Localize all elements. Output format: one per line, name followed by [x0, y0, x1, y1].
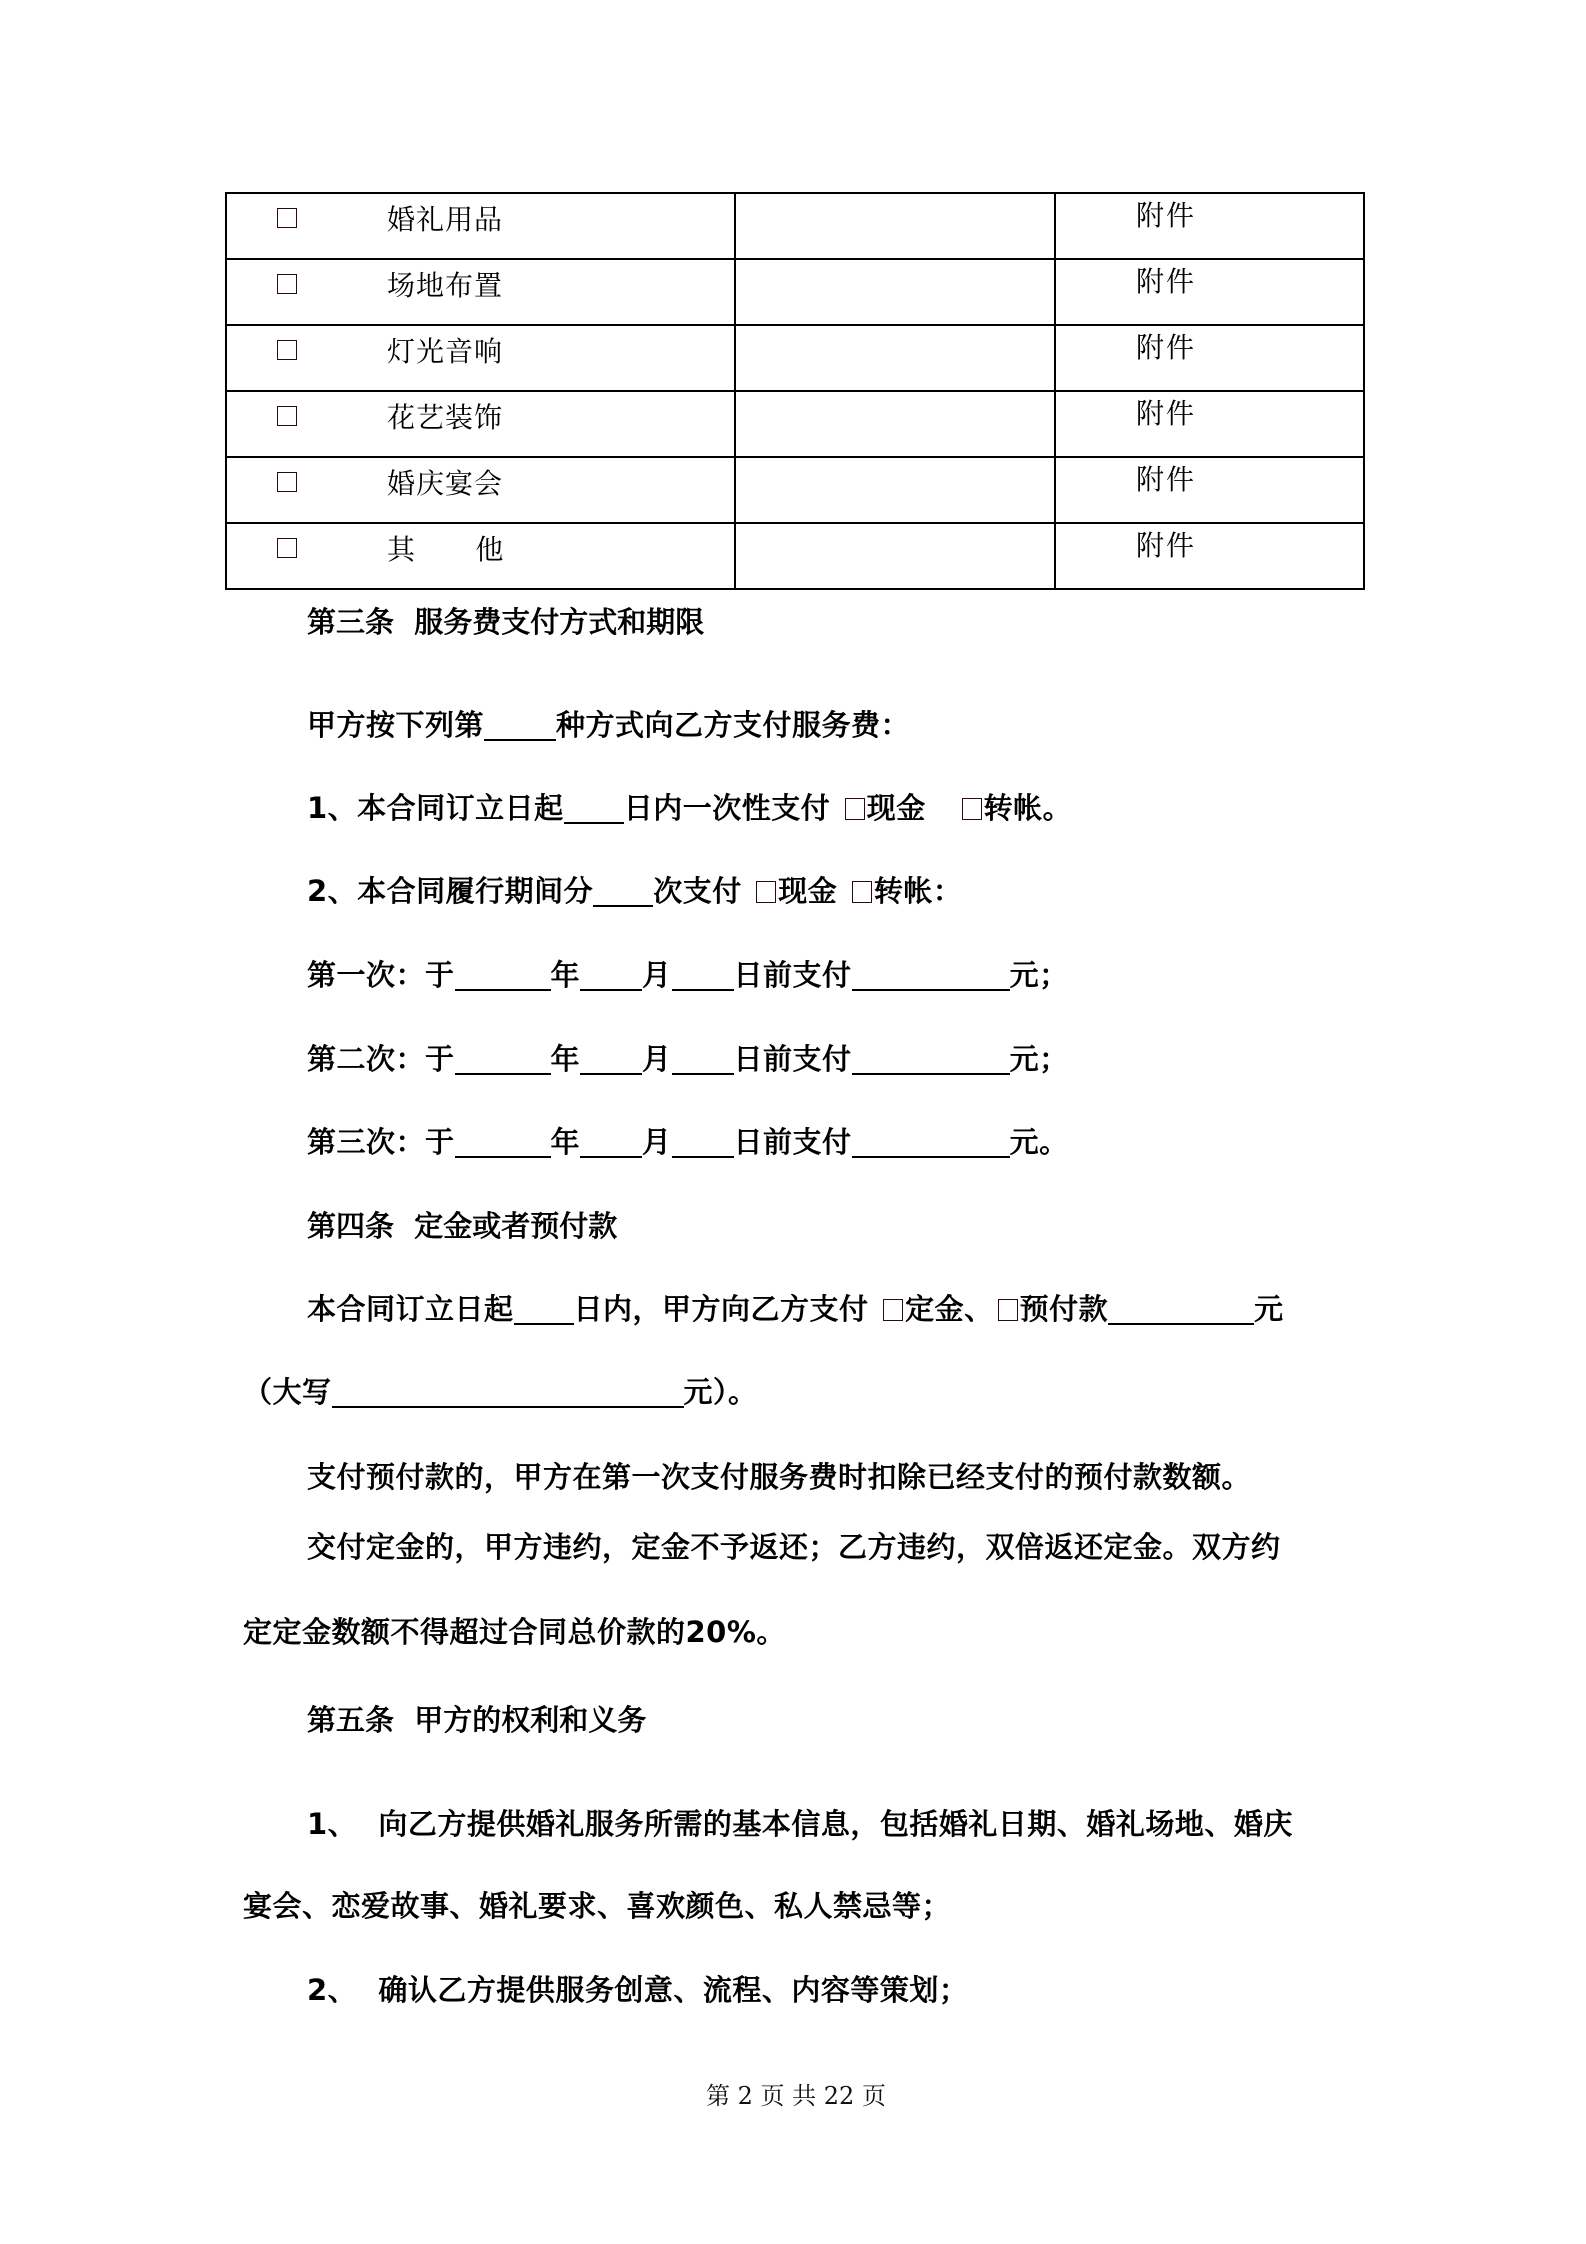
payment-method-line [307, 707, 910, 743]
note-cell [735, 391, 1055, 457]
text: 月 [642, 1042, 672, 1076]
prepayment-checkbox[interactable] [998, 1299, 1018, 1321]
text: 日内，甲方向乙方支付 [573, 1292, 880, 1326]
text: 年 [550, 1125, 581, 1159]
year-blank[interactable] [455, 959, 551, 991]
deposit-line [307, 1291, 1284, 1327]
installment-row [307, 1041, 1069, 1077]
attachment-cell [1055, 193, 1364, 259]
table-row [226, 325, 1364, 391]
day-blank[interactable] [672, 1043, 734, 1075]
note-cell [735, 523, 1055, 589]
transfer-label: 转帐。 [983, 791, 1073, 825]
spacer [926, 791, 958, 825]
item-cell [226, 523, 735, 589]
month-blank[interactable] [580, 1126, 642, 1158]
checkbox[interactable] [277, 208, 297, 228]
installment-row [307, 957, 1069, 993]
year-blank[interactable] [455, 1043, 551, 1075]
attachment-label: 附件 [1136, 397, 1197, 430]
note-cell [735, 457, 1055, 523]
table-row [226, 457, 1364, 523]
item-cell [226, 325, 735, 391]
attachment-label: 附件 [1136, 331, 1197, 364]
attachment-cell [1055, 457, 1364, 523]
day-blank[interactable] [672, 1126, 734, 1158]
method-number-blank[interactable] [484, 709, 556, 741]
item-label: 花艺装饰 [387, 401, 504, 434]
service-items-table [225, 192, 1365, 590]
amount-in-words-blank[interactable] [332, 1376, 684, 1408]
text: 元； [1009, 1042, 1069, 1076]
amount-blank[interactable] [1108, 1293, 1254, 1325]
installment-label: 第一次：于 [307, 958, 455, 992]
text: （大写 [243, 1375, 332, 1409]
deposit-paragraph-line2: 定定金数额不得超过合同总价款的20%。 [243, 1615, 786, 1649]
installments-blank[interactable] [593, 875, 653, 907]
attachment-label: 附件 [1136, 199, 1197, 232]
cash-label: 现金 [778, 874, 848, 908]
page-number: 第 2 页 共 22 页 [706, 2082, 886, 2110]
article3-title: 第三条 服务费支付方式和期限 [307, 605, 705, 639]
table-row [226, 523, 1364, 589]
month-blank[interactable] [580, 1043, 642, 1075]
text: 元）。 [683, 1375, 758, 1409]
installment-row [307, 1124, 1069, 1160]
attachment-label: 附件 [1136, 529, 1197, 562]
text: 元； [1009, 958, 1069, 992]
text: 2、本合同履行期间分 [307, 874, 594, 908]
deposit-label: 定金、 [905, 1292, 994, 1326]
cash-label: 现金 [866, 791, 926, 825]
amount-blank[interactable] [852, 1126, 1010, 1158]
text: 月 [642, 958, 672, 992]
amount-blank[interactable] [852, 1043, 1010, 1075]
table-row [226, 391, 1364, 457]
article5-title: 第五条 甲方的权利和义务 [307, 1703, 647, 1737]
prepayment-paragraph: 支付预付款的，甲方在第一次支付服务费时扣除已经支付的预付款数额。 [307, 1460, 1252, 1494]
text: 年 [550, 1042, 581, 1076]
attachment-label: 附件 [1136, 463, 1197, 496]
days-blank[interactable] [514, 1293, 574, 1325]
text: 1、本合同订立日起 [307, 791, 564, 825]
prepayment-label: 预付款 [1019, 1292, 1109, 1326]
text: 种方式向乙方支付服务费： [556, 708, 911, 742]
obligation-1-line2: 宴会、恋爱故事、婚礼要求、喜欢颜色、私人禁忌等； [243, 1889, 952, 1923]
deposit-checkbox[interactable] [883, 1299, 903, 1321]
article4-title: 第四条 定金或者预付款 [307, 1209, 618, 1243]
text: 日前支付 [733, 1042, 852, 1076]
attachment-cell [1055, 523, 1364, 589]
text: 日前支付 [733, 1125, 852, 1159]
text: 日内一次性支付 [623, 791, 841, 825]
item-cell [226, 259, 735, 325]
attachment-cell [1055, 391, 1364, 457]
checkbox[interactable] [277, 406, 297, 426]
cash-checkbox[interactable] [756, 881, 776, 903]
cash-checkbox[interactable] [845, 798, 865, 820]
table-row [226, 193, 1364, 259]
installment-label: 第三次：于 [307, 1125, 455, 1159]
amount-in-words-line [243, 1374, 758, 1410]
text: 本合同订立日起 [307, 1292, 514, 1326]
text: 月 [642, 1125, 672, 1159]
installment-label: 第二次：于 [307, 1042, 455, 1076]
item-label: 其 他 [387, 533, 505, 566]
attachment-cell [1055, 325, 1364, 391]
transfer-checkbox[interactable] [962, 798, 982, 820]
item-label: 婚礼用品 [387, 203, 504, 236]
item-cell [226, 193, 735, 259]
attachment-cell [1055, 259, 1364, 325]
table-row [226, 259, 1364, 325]
checkbox[interactable] [277, 274, 297, 294]
year-blank[interactable] [455, 1126, 551, 1158]
text: 次支付 [653, 874, 753, 908]
text: 元 [1254, 1292, 1284, 1326]
checkbox[interactable] [277, 538, 297, 558]
note-cell [735, 259, 1055, 325]
item-cell [226, 457, 735, 523]
item-label: 场地布置 [387, 269, 504, 302]
item-label: 婚庆宴会 [387, 467, 504, 500]
payment-option-2 [307, 873, 962, 909]
text: 年 [550, 958, 581, 992]
amount-blank[interactable] [852, 959, 1010, 991]
payment-option-1 [307, 790, 1072, 826]
note-cell [735, 325, 1055, 391]
text: 元。 [1009, 1125, 1069, 1159]
item-cell [226, 391, 735, 457]
text: 甲方按下列第 [307, 708, 485, 742]
obligation-1-line1: 1、 向乙方提供婚礼服务所需的基本信息，包括婚礼日期、婚礼场地、婚庆 [307, 1807, 1293, 1841]
checkbox[interactable] [277, 340, 297, 360]
attachment-label: 附件 [1136, 265, 1197, 298]
checkbox[interactable] [277, 472, 297, 492]
note-cell [735, 193, 1055, 259]
deposit-paragraph-line1: 交付定金的，甲方违约，定金不予返还；乙方违约，双倍返还定金。双方约 [307, 1530, 1281, 1564]
transfer-label: 转帐： [873, 874, 963, 908]
month-blank[interactable] [580, 959, 642, 991]
days-blank[interactable] [564, 792, 624, 824]
obligation-2: 2、 确认乙方提供服务创意、流程、内容等策划； [307, 1973, 969, 2007]
day-blank[interactable] [672, 959, 734, 991]
item-label: 灯光音响 [387, 335, 504, 368]
text: 日前支付 [733, 958, 852, 992]
transfer-checkbox[interactable] [852, 881, 872, 903]
